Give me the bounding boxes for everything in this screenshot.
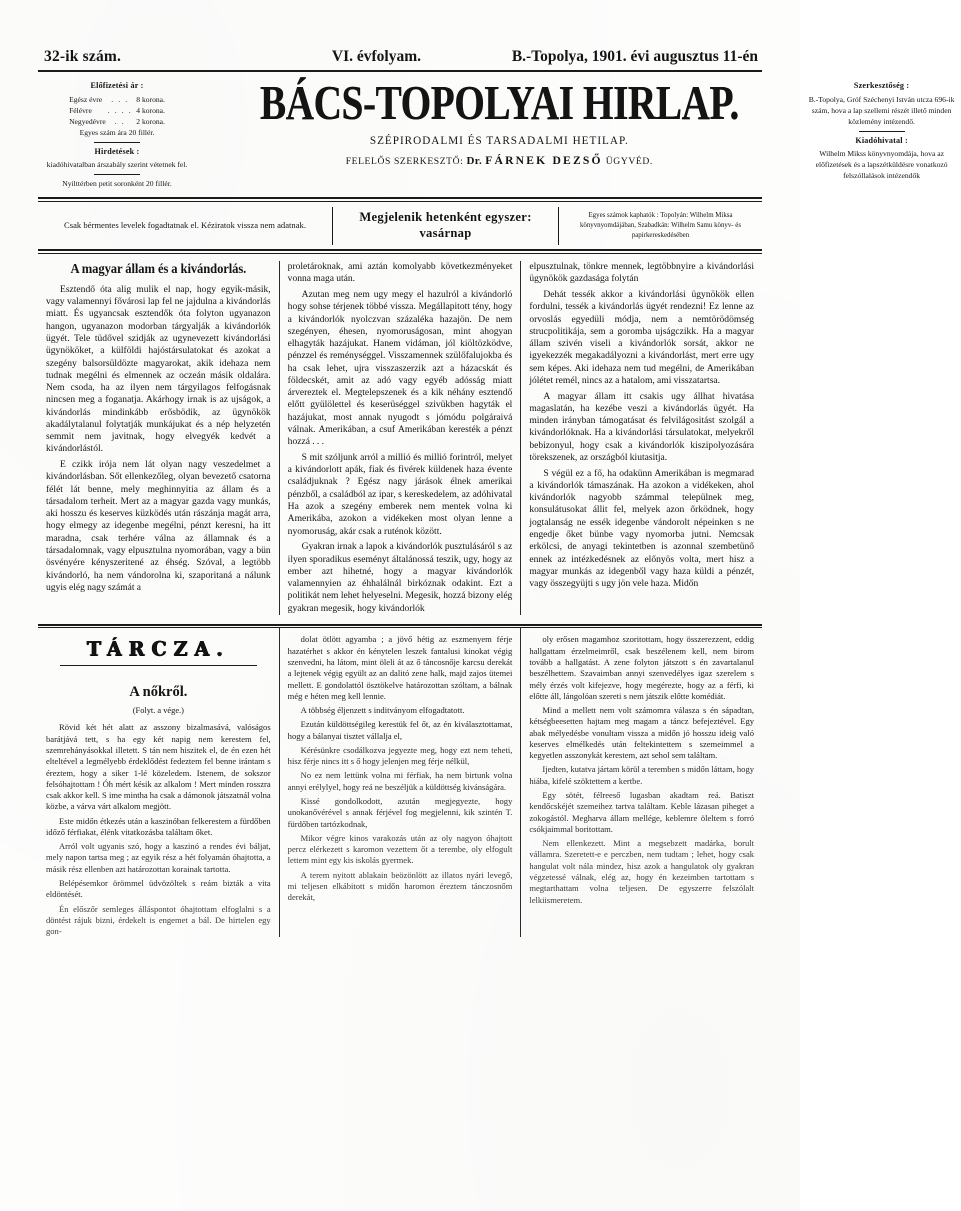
box-separator [94, 174, 140, 175]
price-row [68, 94, 166, 105]
feuilleton-paragraph: oly erősen magamhoz szoritottam, hogy összerezzent, eddig hallgattam érzelmeimről, csak beszélenem kell, nem birom tovább a hallgatást. A zene folyton játszott s én zavartalanul beszélhettem. Szavaimban annyi szenvedélyes igaz szerelem s mély érzés volt kifejezve, hogy megérezte, hogy az a férfi, ki előtte áll, lángolóan szereti s nem játszik előtte komédiát. [529, 634, 755, 701]
article-paragraph: Gyakran irnak a lapok a kivándorlók pusztulásáról s az ilyen sporadikus eseményt általánossá teszik, ugy, hogy az ember azt hihetné, hogy a magyar kivándorlók valamennyien az éhhalálnál birkóznak odakint. Ezt a politikát nem lehet helyeselni. Megesik, hozzá bizony elég gyakran megesik, hogy kivándorlók [287, 541, 513, 614]
feuilleton-paragraph: A többség éljenzett s inditványom elfogadtatott. [300, 705, 465, 716]
masthead-bottom-rules [38, 197, 762, 202]
feuilleton-paragraph: Ijedten, kutatva jártam körül a teremben s midőn láttam, hogy hiába, kifelé szöktettem a kertbe. [529, 764, 755, 786]
price-dots: . . . . [107, 105, 133, 115]
article-paragraph: E czikk irója nem lát olyan nagy veszedelmet a kivándorlásban. Sőt ellenkezőleg, olyan bevezető csatorna félét lát benne, mely meghinnyitia az állam és a társadalom terheit. Mert az a magyar gazda vagy munkás, aki hosszu és keserves küzködés után rászánja magát arra, hogy elmegy az idegenbe megélni, pénzt keresni, ha itt maradna, csak terhére válna az államnak és a társadalomnak, vagy elpusztulna nyomorában, vagy a bün ösvényére kényszeritené az éhség. Szóval, a legtöbb kivándorló, ha nem vándorolna ki, szaporitaná a nálunk ugyis elég nagy számát a [46, 459, 271, 593]
editor-suffix: ÜGYVÉD. [605, 156, 653, 168]
feuilleton-paragraph: Rövid két hét alatt az asszony bizalmasává, valóságos barátjává tett, s ha egy két napig nem kerestem fel, szemrehányásokkal illetett. S tán nem hiszitek el, de én ezen hét elteltével a legmélyebb érdeklődést fedeztem fel benne irántam s éreztem, hogy a siker 1-lé közeledem. Istenem, de sokszor felsóhajtottam ! Óh mért késik az alkalom ! Mert minden rosszra csak akkor kell. S ime mintha ha csak a dámonok játszatnál volna közbe, a várva várt alkalom megjött. [46, 722, 271, 812]
feuilleton-paragraph: Ezután küldöttségileg kerestük fel őt, az én kiválasztottamat, hogy a bálanyai tisztet vállalja el, [287, 719, 513, 741]
article-paragraph: elpusztulnak, tönkre mennek, legtöbbnyire a kivándorlási ügynökök gazdasága folytán [529, 260, 755, 285]
page-topline [30, 48, 770, 66]
price-row [68, 116, 166, 127]
price-label: Félévre [69, 105, 92, 115]
price-row [68, 105, 166, 116]
price-dots: . . [114, 116, 126, 126]
editorial-heading: Szerkesztőség : [853, 81, 910, 90]
editorial-office-box [803, 78, 961, 181]
feuilleton-section-label: TÁRCZA. [86, 637, 230, 661]
feuilleton-paragraph: dolat ötlött agyamba ; a jövő hétig az eszmenyem férje hazatérhet s akkor én kénytelen leszek fantalusi kinokat végig szenvedni, ha látom, mint öleli át az ő táncosnője karcsu derekát a lejtenek végig egyült az an dalitó zene halk, majd zajos ütemei mellett. E gondolattól ösztökelve határozottan szóltam, a bálnak még e héten meg kell lennie. [287, 634, 513, 701]
feuilleton-title: A nőkről. [129, 684, 188, 701]
feuilleton-paragraph: Mikor végre kinos varakozás után az oly nagyon óhajtott percz elérkezett s karomon vezettem őt a terembe, oly elfogult lettem mint egy kis iskolás gyermek. [287, 832, 513, 866]
feuilleton-paragraph: Nem ellenkezett. Mint a megsebzett madárka, borult vállamra. Szeretett-e e perczben, nem tudtam ; lehet, hogy csak hangulat volt nála mindez, hisz azok a hangulatok oly gyakran végzetessé válnak, elég az, hogy én kezeimben tartottam s megtarthattam volna teljesen. De egyszerre felszólalt lelkiismeretem. [529, 838, 755, 905]
publisher-address: Wilhelm Mikss könyvnyomdája, hova az előfizetések és a lapszétküldésre vonatkozó felszóllalások intézendők [815, 149, 948, 181]
ads-heading: Hirdetések : [94, 146, 140, 156]
feuilleton-section [38, 628, 762, 937]
feuilleton-paragraph: Én előszőr semleges álláspontot óhajtottam elfoglalni s a döntést rájuk bizni, érdekelt is engemet a bál. De hirtelen egy gon- [46, 903, 271, 937]
feuilleton-paragraph: Kissé gondolkodott, azután megjegyezte, hogy unokanővérével s annak férjével fog megjelenni, kik szintén T. fürdőben tartózkodnak, [287, 796, 513, 829]
frequency-line-2: vasárnap [419, 225, 472, 240]
article-column-1 [38, 261, 279, 615]
subscription-box [38, 78, 196, 189]
volume-number: VI. évfolyam. [331, 48, 422, 65]
price-table [68, 94, 166, 127]
price-value: 2 korona. [136, 116, 165, 126]
feuilleton-column-3 [520, 628, 762, 937]
price-label: Egész évre [69, 94, 103, 104]
article-column-3 [520, 261, 762, 615]
editor-line [200, 154, 799, 167]
price-value: 4 korona. [136, 105, 165, 115]
issue-number: 32-ik szám. [44, 48, 122, 65]
subscription-heading: Előfizetési ár : [90, 81, 144, 90]
feuilleton-paragraph: Kérésünkre csodálkozva jegyezte meg, hogy ezt nem teheti, hisz férje nincs itt s ő hogy jelenjen meg férje nélkül, [287, 744, 513, 767]
ads-text: kiadóhivatalban árszabály szerint vétetnek fel. [46, 160, 188, 170]
article-paragraph: A magyar állam itt csakis ugy állhat hivatása magaslatán, ha kezébe veszi a kivándorlás ügyét. Ha minden irányban támogatásat és felvilágositást szolgál a kivándorlóknak. Ha a kivándorlási társulatokat, melyekről bebizonyul, hogy csak a kivándorlók kiszipolyozására törekszenek, az országból kiutasitja. [529, 390, 755, 463]
open-letters-text: Nyilttérben petit soronként 20 fillér. [62, 179, 172, 189]
info-frequency [332, 207, 559, 245]
single-issue-price: Egyes szám ára 20 fillér. [79, 127, 155, 137]
editor-prefix: FELELŐS SZERKESZTŐ: [345, 156, 464, 168]
info-letters-notice: Csak bérmentes levelek fogadtatnak el. Kéziratok vissza nem adatnak. [64, 219, 306, 230]
article-paragraph: Esztendő óta alig mulik el nap, hogy egyik-másik, vagy valamennyi fővárosi lap fel ne jajdulna a kivándorlás miatt. És ugyancsak esztendők óta folyton ugyanazon hangon, ugyanazon modorban tárgyalják a kivándorlók ügyét. Tele tüdővel szidják az ugynevezett kivándorlási ügynököket, a külföldi hajóstársulatokat és azokat a szegény balsorsüldözte magyarokat, akik idehaza nem tudnak megélni és elmennek az oczeán másik oldalára. Nem csoda, ha az ilyen nem tárgyilagos felfogásnak nincsen meg a foganatja. Akárhogy irnak is az ujságok, a kivándorlás mindinkább erősbödik, az ügynökök akadálytalanul folytatják munkájukat és a nép helyzetén semmit nem javitnak, hogy elvegyék kedvét a kivándorlástól. [46, 283, 271, 455]
feuilleton-paragraph: Arról volt ugyanis szó, hogy a kaszinó a rendes évi báljat, mely napon tartsa meg ; az egyik rész a hét folyamán óhajtotta, a másik rész ellenben azt határozottan korainak tartotta. [46, 841, 271, 874]
feuilleton-paragraph: Este midőn étkezés után a kaszinóban felkerestem a fürdőben időző férfiakat, élénk vitatkozásba találtam őket. [46, 815, 271, 837]
feuilleton-paragraph: A terem nyitott ablakain beözönlött az illatos nyári levegő, mi teljesen elkábitott s midőn haromon éreztem tánczosnőm derekát, [287, 869, 513, 903]
info-bar-bottom-rules [38, 249, 762, 254]
info-bar [38, 207, 762, 245]
main-article [38, 261, 762, 615]
feuilleton-paragraph: No ez nem lettünk volna mi férfiak, ha nem birtunk volna annyi erélylyel, hogy reá ne beszéljük a küldöttség kivánságára. [287, 770, 513, 792]
feuilleton-paragraph: Belépésemkor örömmel üdvözöltek s reám bizták a vita eldöntését. [46, 878, 271, 900]
price-value: 8 korona. [136, 94, 165, 104]
article-paragraph: Azutan meg nem ugy megy el hazulról a kivándorló hogy sohse térjenek többé vissza. Megállapitott tény, hogy a kivándorlók nyolczvan százaléka hazajön. De nem szegényen, éhesen, nyomoruságosan, mint ahogyan elhagyták hazájukat. Hanem vidáman, jól kiöltözködve, pénzzel és reménységgel. Visszamennek szülőfalujokba és ha csak lehet, ujra visszaszerzik azt a házacskát és földecskét, amit az adó vagy egyéb adósság miatt árvereztek el. Megtelepszenek és a kik néhány esztendő előtt gyülölettel és keserüséggel szivükben hagyták el hazájukat, most annak nyugodt s jómódu polgáraivá válnak. Amerikában, a csuf Amerikában keresték a pénzt hozzá . . . [287, 288, 513, 448]
editor-name: FÁRNEK DEZSŐ [485, 154, 603, 168]
price-label: Negyedévre [69, 116, 106, 126]
article-column-2 [279, 261, 521, 615]
feuilleton-column-1 [38, 628, 279, 937]
feuilleton-column-2 [279, 628, 521, 937]
info-where-to-buy: Egyes számok kaphatók : Topolyán: Wilhelm Miksa könyvnyomdájában, Szabadkán: Wilhelm Samu könyv- és papirkereskedésében [579, 212, 742, 239]
box-separator [859, 131, 905, 132]
box-separator [94, 142, 140, 143]
editor-title: Dr. [466, 155, 483, 168]
article-headline: A magyar állam és a kivándorlás. [70, 260, 247, 276]
feuilleton-continuation-note: (Folyt. a vége.) [132, 706, 184, 716]
place-and-date: B.-Topolya, 1901. évi augusztus 11-én [511, 48, 758, 65]
newspaper-subtitle: SZÉPIRODALMI ÉS TARSADALMI HETILAP. [369, 135, 629, 148]
article-paragraph: S mit szóljunk arról a millió és millió forintról, melyet a kivándorlott apák, fiak és fivérek küldenek haza évente családjuknak ? Egész nagy járások élnek amerikai pénzből, a családból az ipar, s kereskedelem, az adóhivatal Ha azok a szegény emberek nem mentek volna ki Amerikába, azokon a vidékeken most olyan lenne a nyomoruság, akár csak a ruténok között. [287, 451, 513, 537]
article-paragraph: S végül ez a fő, ha odakünn Amerikában is megmarad a kivándorlók támaszának. Ha azokon a vidékeken, ahol kivándorlók nagyobb számmal települnek meg, konsulátusokat állit fel, melyek azon őrködnek, hogy jogtalanság ne essék idegenbe vándorolt népeinken s ne engedje őket bünbe vagy nyomorba jutni. Nemcsak erkölcsi, de anyagi tekintetben is azonnal szembetünő ennek az intézkedésnek az előnyös volta, mert hisz a magyar munkás az idegenből vagy haza küldi a pénzét, vagy összegyüjti s ugy jön vele haza. Midőn [529, 467, 755, 590]
masthead [30, 72, 955, 189]
feuilleton-paragraph: Mind a mellett nem volt számomra válasza s én sápadtan, kétségbeesetten hajtam meg magam a táncz befejeztével. Egy abak mélyedésbe vonultam vissza a midőn jó hosszu ideig való keserves elmélkedés után feltekintettem s szemeimmel a kegyetlen asszonykát kerestem, azt sehol sem találtam. [529, 705, 755, 761]
article-paragraph: proletároknak, ami aztán komolyabb következményeket vonna maga után. [287, 260, 513, 285]
frequency-line-1: Megjelenik hetenként egyszer: [359, 209, 532, 224]
masthead-center [196, 75, 803, 168]
article-paragraph: Dehát tessék akkor a kivándorlási ügynökök ellen fordulni, tessék a kivándorlás ügyét rendezni! Ez lenne az orvoslás egyedüli módja, nem a nemtörödömség strucpolitikája, sem a goromba ujságczikk. Ha a magyar állam szivén viseli a kivándorlók sorsát, akkor ne igyekezzék megakadályozni a kivándorlást, mert erre ugy sem képes. Aki idehaza nem tud megélni, de Amerikában jólétet remél, nincs az a hatalom, ami visszatartsa. [529, 288, 755, 386]
editorial-address: B.-Topolya, Gróf Széchenyi István utcza 696-ik szám, hova a lap szellemi részét illető minden közlemény intézendő. [808, 94, 955, 126]
newspaper-title: BÁCS-TOPOLYAI HIRLAP. [259, 75, 739, 130]
price-dots: . . . [111, 94, 129, 104]
feuilleton-paragraph: Egy sötét, félreeső lugasban akadtam reá. Batiszt kendőcskéjét szemeihez tartva találtam. Keble lázasan piheget a zokogástól. Megharva állam mellége, keblemre öleltem s forró csókjaimmal boritottam. [529, 790, 755, 834]
feuilleton-label-rule [60, 665, 257, 666]
publisher-heading: Kiadóhivatal : [855, 135, 908, 145]
